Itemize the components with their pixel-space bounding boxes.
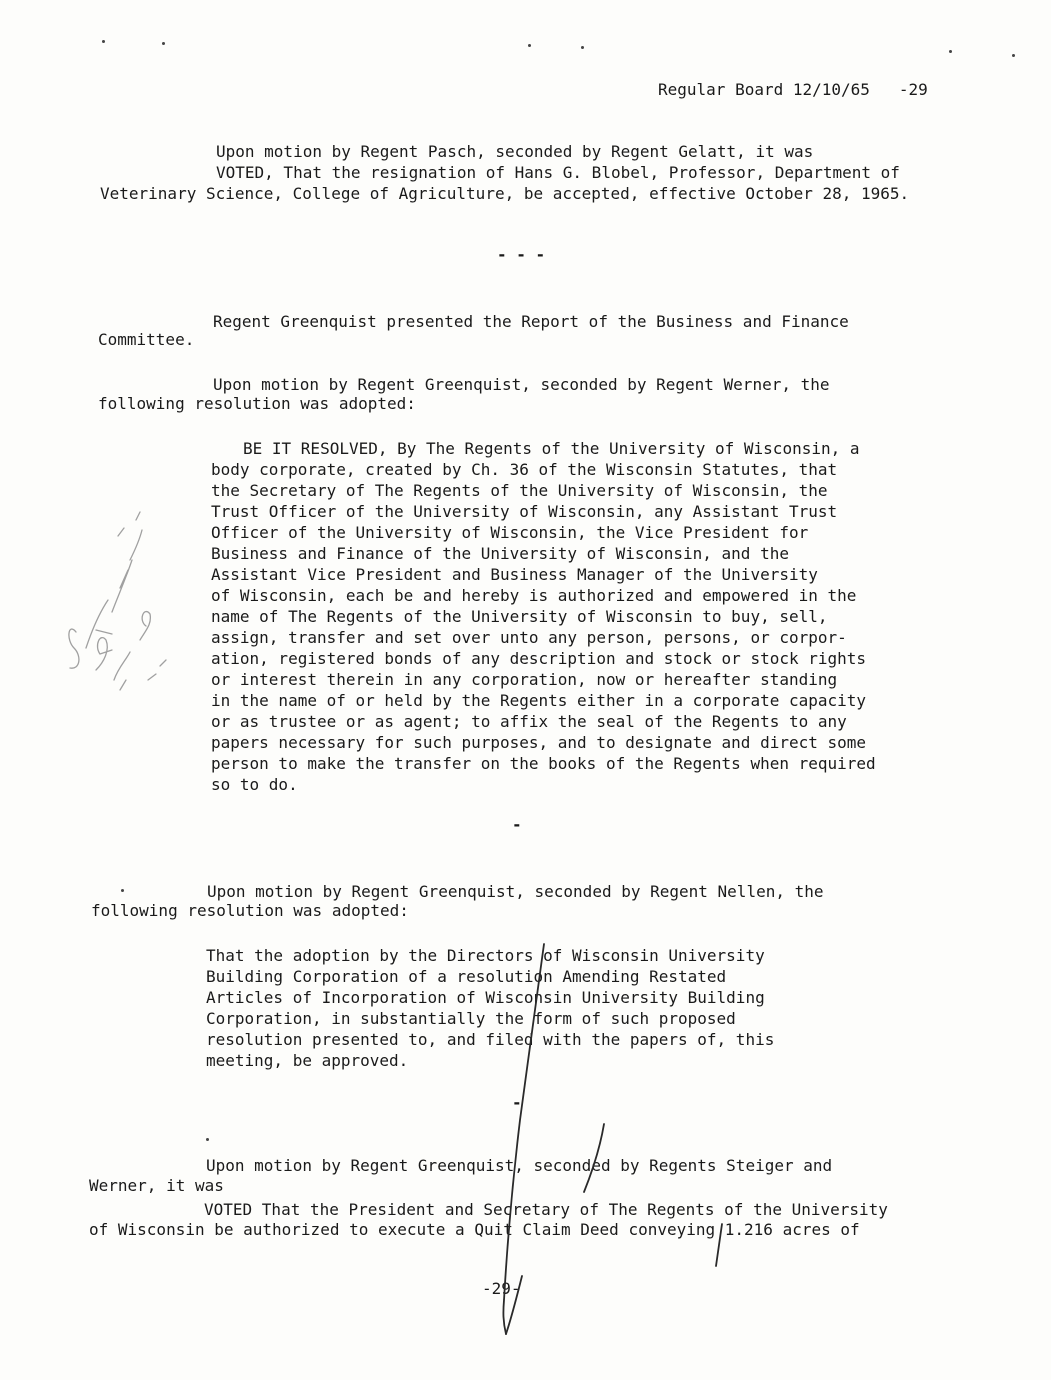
scan-speck: [121, 889, 124, 892]
text-line: resolution presented to, and filed with the papers of, this: [206, 1030, 775, 1049]
text-line: so to do.: [211, 775, 298, 794]
text-line: name of The Regents of the University of Wisconsin to buy, sell,: [211, 607, 828, 626]
section-separator: -: [512, 1093, 522, 1112]
text-line: Upon motion by Regent Greenquist, seconded by Regent Werner, the: [213, 375, 830, 394]
text-line: the Secretary of The Regents of the University of Wisconsin, the: [211, 481, 828, 500]
text-line: Assistant Vice President and Business Manager of the University: [211, 565, 818, 584]
text-line: in the name of or held by the Regents either in a corporate capacity: [211, 691, 867, 710]
text-line: papers necessary for such purposes, and to designate and direct some: [211, 733, 867, 752]
text-line: Trust Officer of the University of Wisconsin, any Assistant Trust: [211, 502, 838, 521]
section-separator: -: [512, 815, 522, 834]
scan-speck: [206, 1138, 209, 1141]
text-line: Upon motion by Regent Greenquist, seconded by Regent Nellen, the: [207, 882, 824, 901]
text-line: Committee.: [98, 330, 195, 349]
scan-speck: [1012, 54, 1015, 57]
text-line: assign, transfer and set over unto any person, persons, or corpor-: [211, 628, 847, 647]
text-line: Upon motion by Regent Pasch, seconded by Regent Gelatt, it was: [216, 142, 814, 161]
page-number: -29-: [482, 1279, 521, 1298]
text-line: of Wisconsin be authorized to execute a Quit Claim Deed conveying 1.216 acres of: [89, 1220, 860, 1239]
scan-speck: [162, 42, 165, 45]
text-line: Officer of the University of Wisconsin, the Vice President for: [211, 523, 809, 542]
scan-speck: [102, 40, 105, 43]
text-line: Regent Greenquist presented the Report of the Business and Finance: [213, 312, 849, 331]
scan-speck: [949, 50, 952, 53]
text-line: That the adoption by the Directors of Wisconsin University: [206, 946, 765, 965]
text-line: or as trustee or as agent; to affix the seal of the Regents to any: [211, 712, 847, 731]
text-line: Building Corporation of a resolution Amending Restated: [206, 967, 727, 986]
text-line: following resolution was adopted:: [91, 901, 409, 920]
text-line: Business and Finance of the University of Wisconsin, and the: [211, 544, 789, 563]
text-line: Corporation, in substantially the form of such proposed: [206, 1009, 736, 1028]
text-line: VOTED, That the resignation of Hans G. Blobel, Professor, Department of: [216, 163, 900, 182]
text-line: Werner, it was: [89, 1176, 224, 1195]
text-line: BE IT RESOLVED, By The Regents of the University of Wisconsin, a: [243, 439, 860, 458]
section-separator: - - -: [497, 245, 546, 264]
scan-speck: [581, 46, 584, 49]
text-line: person to make the transfer on the books of the Regents when required: [211, 754, 876, 773]
text-line: Upon motion by Regent Greenquist, seconded by Regents Steiger and: [206, 1156, 833, 1175]
text-line: ation, registered bonds of any description and stock or stock rights: [211, 649, 867, 668]
text-line: following resolution was adopted:: [98, 394, 416, 413]
text-line: Articles of Incorporation of Wisconsin University Building: [206, 988, 765, 1007]
margin-pencil-annotation: [69, 512, 166, 690]
scan-speck: [528, 44, 531, 47]
text-line: of Wisconsin, each be and hereby is authorized and empowered in the: [211, 586, 857, 605]
page-header: Regular Board 12/10/65 -29: [658, 80, 928, 99]
text-line: Veterinary Science, College of Agriculture, be accepted, effective October 28, 1965.: [100, 184, 910, 203]
text-line: meeting, be approved.: [206, 1051, 409, 1070]
text-line: or interest therein in any corporation, now or hereafter standing: [211, 670, 838, 689]
text-line: VOTED That the President and Secretary of The Regents of the University: [204, 1200, 888, 1219]
text-line: body corporate, created by Ch. 36 of the Wisconsin Statutes, that: [211, 460, 838, 479]
